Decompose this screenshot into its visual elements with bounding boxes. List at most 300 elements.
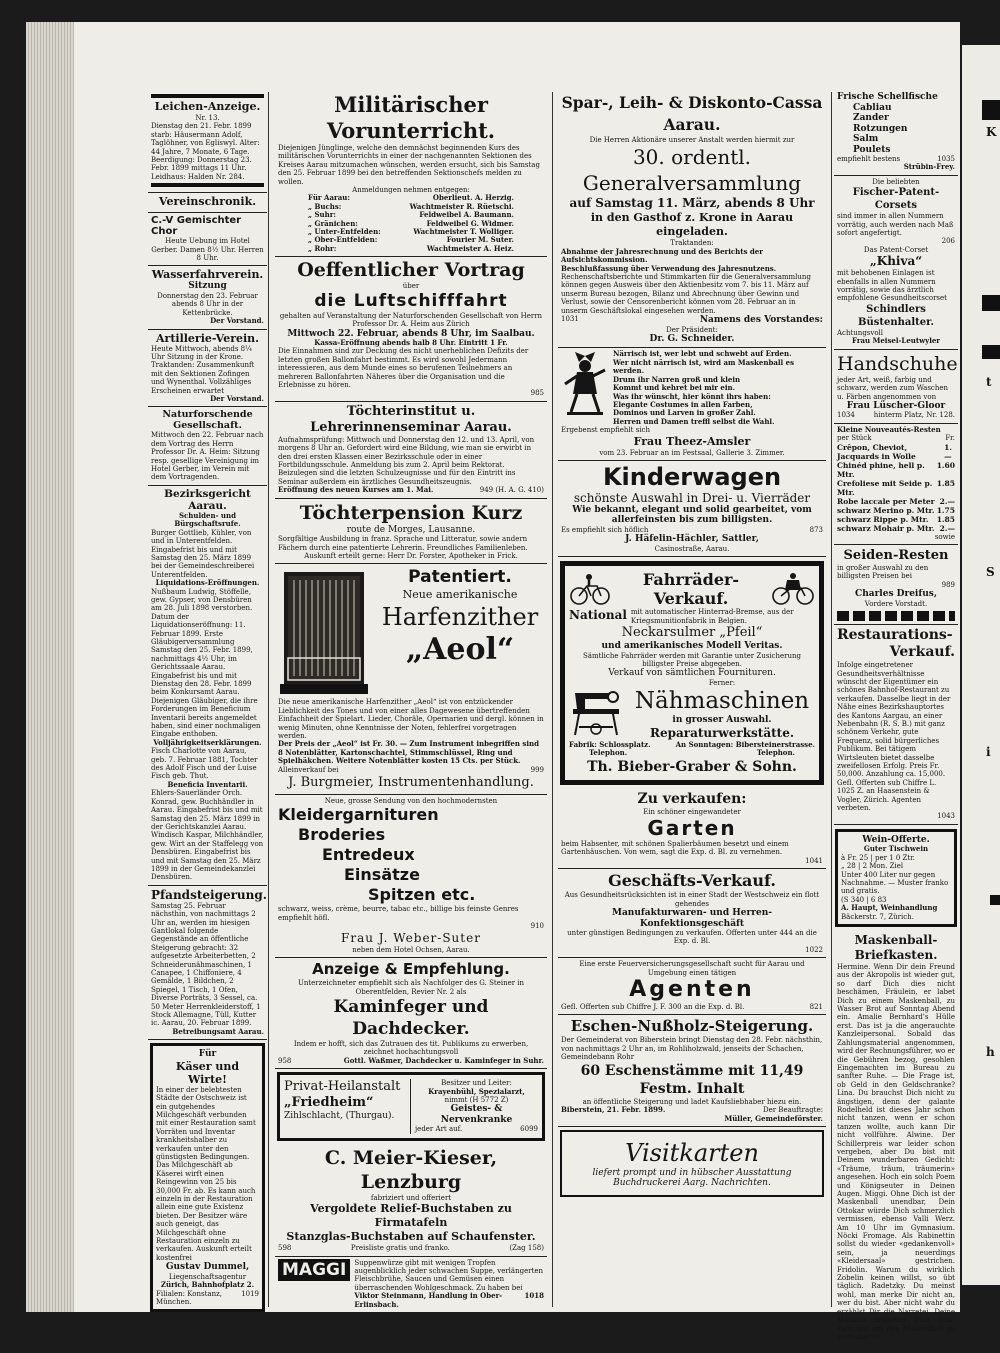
column-4 [834, 90, 958, 1341]
ad-item: Frische Schellfische [837, 92, 938, 102]
next-page-fragment: h [986, 1045, 995, 1059]
ad-text: Donnerstag den 23. Februar abends 8 Uhr in der Kettenbrücke. [157, 291, 258, 317]
ad-title: Leichen-Anzeige. [154, 100, 261, 113]
ad-subtitle: fabriziert und offeriert [370, 1193, 452, 1202]
ad-title: Bezirksgericht Aarau. [164, 487, 251, 512]
contact-place: „ Gränichen: [308, 218, 358, 228]
section-vereinschronik: Vereinschronik. [148, 193, 267, 213]
contact-person: Feldweibel A. Baumann. [419, 210, 514, 220]
ad-toechterinstitut [275, 402, 547, 499]
ad-header-row [569, 570, 815, 608]
ad-fahrraeder [560, 561, 824, 784]
ad-patent: Patentiert. [408, 567, 512, 588]
ad-text: Unter 400 Liter nur gegen Nachnahme. — Muster franko und gratis. [841, 870, 949, 896]
price-row [837, 479, 955, 497]
print-mark [982, 295, 1000, 311]
ad-footer [278, 1057, 544, 1065]
ad-title: Für [198, 1049, 217, 1060]
ad-headline: Nähmaschinen [634, 688, 810, 715]
ad-text: Samstag 25. Februar nächsthin, von nachmittags 2 Uhr an, werden im hiesigen Gantlokal folgende Gegenstände an öffentliche Steigerung gebracht: 32 aufgesetzte Arbeiterbetten, 2 Schneiderunähmaschinen, 1 Canapee, 1 Chiffoniere, 4 Gemälde, 1 Bildchen, 2 Spiegel, 1 Tisch, 1 Ofen, Diverse Porträts, 3 Sessel, ca. 50 Meter Herrenkleiderstoff, 1 Stock Allemagne, Tüll, Kutter ic. Aarau, 20. Februar 1899. [151, 901, 261, 1028]
ad-footer [837, 411, 955, 419]
ad-text: Es empfiehlt sich höflich [561, 525, 649, 534]
ad-subtitle: Sitzung [188, 281, 227, 292]
ad-title: Maskenball-Briefkasten. [854, 933, 938, 963]
contact-person: Wachtmeister R. Rüetschi. [409, 201, 514, 211]
price-row [837, 497, 955, 506]
ad-title: Privat-Heilanstalt [284, 1079, 401, 1095]
ad-text: liefert prompt und in hübscher Ausstattung [592, 1167, 792, 1178]
ad-corsets [834, 176, 958, 350]
ad-harfenzither [275, 564, 547, 795]
verse-line: Elegante Costumes in allen Farben, [613, 399, 753, 409]
ad-title: Töchterinstitut u. Lehrerinnenseminar Aarau. [310, 403, 512, 435]
ad-signature: Der Vorstand. [210, 394, 264, 404]
ad-chor [148, 213, 267, 266]
ad-item: Neckarsulmer „Pfeil“ [621, 625, 763, 641]
ad-garten [558, 789, 826, 870]
ad-title: „Friedheim“ [284, 1095, 374, 1111]
ad-subtitle: Ein schöner eingewandeter [643, 807, 741, 816]
ad-headline: 60 Eschenstämme mit 11,49 Festm. Inhalt [580, 1062, 804, 1097]
ad-footer [278, 766, 544, 774]
price-value: 1.60 [936, 460, 955, 470]
ad-item: Vergoldete Relief-Buchstaben zu Firmatafeln [310, 1202, 512, 1230]
ad-title: Harfenzither [381, 603, 539, 632]
ad-text: Geistes- & Nervenkranke [440, 1104, 513, 1125]
ad-subtitle: Volljährigkeitserklärungen. [153, 737, 262, 747]
ad-title: C. Meier-Kieser, Lenzburg [324, 1146, 498, 1193]
ad-number: 1041 [805, 856, 823, 865]
ad-text: jeder Art auf. [415, 1125, 463, 1134]
ad-text: Heute Mittwoch, abends 8¼ Uhr Sitzung in der Krone. Traktanden: Zusammenkunft mit den Sektionen Zofingen und Wynenthal. Vollzähliges Erscheinen erwartet [151, 344, 255, 395]
ad-text: Krayenbühl, Spezialarzt, [428, 1086, 525, 1096]
ad-item: Entredeux [322, 845, 415, 865]
price-item: Crêpon, Cheviot, Jacquards in Wolle [837, 442, 916, 461]
price-item: schwarz Rippe p. Mtr. [837, 514, 929, 524]
ad-item: Kleidergarnituren [278, 805, 439, 825]
next-page-fragment: S [986, 565, 995, 579]
ad-subtitle: Guter Tischwein [863, 844, 929, 854]
price-value: 1.85 [936, 478, 955, 488]
ad-text: Nußbaum Ludwig, Stöffelle, gew. Gypser, von Densbüren am 28. Juli 1898 verstorben. Datum der Liquidationseröffnung: 11. Februar 1899. Erste Gläubigerversammlung Samstag den 25. Febr. 1899, nachmittags 4½ Uhr, im Gerichtssaale Aarau. Eingabefrist bis und mit Dienstag den 28. Febr. 1899 beim Konkursamt Aarau. Diejenigen Gläubiger, die ihre Forderungen im Beneficium Inventarii bereits angemeldet haben, sind einer nochmaligen Eingabe enthoben. [151, 587, 261, 739]
ad-text: allerfeinsten bis zum billigsten. [611, 515, 773, 526]
ad-firm: Buchdruckerei Aarg. Nachrichten. [613, 1178, 771, 1189]
ad-firm: Viktor Steinmann, Handlung in Ober-Erlinsbach. [354, 1291, 503, 1309]
ad-text: Heute Uebung im Hotel Gerber. Damen 8½ Uhr. Herren 8 Uhr. [151, 237, 264, 263]
ad-text: Rechenschaftsberichte und Stimmkarten für die Generalversammlung können gegen Ausweis über den Aktienbesitz vom 7. bis 11. März auf unserm Bureau bezogen, Bilanz und Abrechnung über Gewinn und Verlust, sowie der Censorenbericht können vom 28. Februar an in unserm Geschäftslokal eingesehen werden. [561, 273, 811, 315]
ad-address: Vordere Vorstadt. [864, 599, 928, 608]
ad-text: empfiehlt bestens [837, 155, 901, 163]
ad-date: Biberstein, 21. Febr. 1899. [561, 1105, 666, 1115]
ad-intro: Die beliebten [872, 177, 920, 186]
ad-text: sowie [934, 532, 955, 541]
ad-text: Ehlers-Sauerländer Orch. Konrad, gew. Buchhändler in Aarau. Eingabefrist bis und mit Samstag den 25. März 1899 in der Gerichtskanzlei Aarau. Windisch Kaspar, Milchhändler, gew. Wirt an der Staffelegg von Densbüren. Eingabefrist bis und mit Samstag den 25. März 1899 in der Gemeindekanzlei Densbüren. [151, 789, 264, 882]
ad-title: Oeffentlicher Vortrag [297, 259, 525, 282]
ad-firm: Strübin-Frey. [903, 162, 955, 172]
contact-place: „ Buchs: [308, 201, 342, 211]
ad-number: 1043 [937, 812, 955, 821]
ad-seidenresten [834, 545, 958, 625]
ad-row [569, 608, 815, 625]
ad-where: in den Gasthof z. Krone in Aarau eingeladen. [590, 211, 794, 239]
ad-title: Töchterpension Kurz [299, 501, 523, 524]
next-page-fragment: i [986, 745, 991, 759]
ad-text: Aus Gesundheitsrücksichten ist in einer Stadt der Westschweiz ein flott gehendes [564, 891, 820, 908]
ad-subtitle: Schulden- und Bürgschaftsrufe. [174, 510, 241, 529]
ad-footer [561, 315, 823, 326]
ad-text: In einer der belebtesten Städte der Ostschweiz ist ein gutgehendes Milchgeschäft verbunden mit einer Restauration samt Vorräten und Inventar krankheitshalber zu verkaufen unter den günstigsten Bedingungen. Das Milchgeschäft ab Käserei wirft einen Reingewinn von 25 bis 30,000 Fr. ab. Es kann auch einzeln in der Restauration allein eine gute Existenz bieten. Der Besitzer wäre auch geneigt, das Milchgeschäft ohne Restauration einzeln zu verkaufen. Auskunft erteilt kostenfrei [156, 1085, 256, 1262]
ad-signature: Der Vorstand. [210, 316, 264, 326]
ad-title: Geschäfts-Verkauf. [608, 871, 776, 891]
ad-number: (S 340 | 6 83 [841, 895, 887, 904]
verse-line: Was ihr wünscht, hier könnt ihrs haben: [613, 391, 771, 401]
ad-number: 949 (H. A. G. 410) [479, 486, 544, 495]
ad-text: in großer Auswahl zu den billigsten Preisen bei [837, 564, 929, 581]
ad-headline: 30. ordentl. Generalversammlung [582, 145, 802, 196]
ad-leichen [148, 90, 267, 193]
ad-text: gehalten auf Veranstaltung der Naturforschenden Gesellschaft von Herrn Professor Dr. A. Heim aus Zürich [279, 311, 543, 329]
ad-address: hinterm Platz, Nr. 128. [873, 411, 955, 420]
ad-number: 873 [809, 525, 823, 534]
ad-title: Fischer-Patent-Corsets [852, 187, 940, 212]
price-row [837, 461, 955, 479]
ad-agenda-item: Abnahme der Jahresrechnung und des Berichts der Aufsichtskommission. [561, 246, 763, 265]
ad-contact: Auskunft erteilt gerne: Herr Dr. Forster, Apotheker in Frick. [304, 552, 518, 560]
ad-text: Besitzer und Leiter: [441, 1079, 512, 1088]
ad-text: beim Habsenter, mit schönen Spalierbäumen besetzt und einem Gartenhäuschen. Von wem, sagt die Exp. d. Bl. zu vernehmen. [561, 840, 789, 857]
ad-title: Spar-, Leih- & Diskonto-Cassa Aarau. [561, 93, 823, 134]
ad-text: Dienstag den 21. Febr. 1899 starb: Häusermann Adolf, Taglöhner, von Egliswyl. Alter: 44 Jahre, 7 Monate, 6 Tage. Beerdigung: Donnerstag 23. Febr. 1899 mittags 11 Uhr. Leidhaus: Halden Nr. 284. [151, 122, 260, 181]
ad-agenda-item: Beschlußfassung über Verwendung des Jahresnutzens. [561, 263, 777, 273]
price-list [837, 443, 955, 533]
ad-text: in grosser Auswahl. [672, 715, 772, 726]
column-divider [831, 92, 832, 1307]
ad-title: Naturforschende Gesellschaft. [162, 409, 253, 432]
newspaper-page [74, 22, 960, 1341]
ad-signature: Dr. G. Schneider. [649, 333, 735, 344]
ad-product: Schindlers Büstenhalter. [858, 303, 934, 328]
ad-text: Wie bekannt, elegant und solid gearbeitet, vom [572, 504, 812, 515]
ad-row [569, 679, 815, 741]
ad-item: Cabliau [853, 102, 892, 113]
ad-item: und amerikanisches Modell Veritas. [601, 641, 783, 652]
ad-fisch [834, 90, 958, 176]
ad-number: 1031 [561, 315, 579, 324]
ad-title: Fahrräder- [642, 570, 740, 590]
ad-visitkarten [560, 1130, 824, 1197]
ad-intro: Neue, grosse Sendung von den hochmodernsten [324, 797, 498, 806]
ad-signature: Müller, Gemeindeförster. [724, 1113, 823, 1123]
jester-illustration [561, 350, 609, 418]
ad-title: Verkauf. [653, 589, 729, 609]
ad-headline: Agenten [629, 977, 755, 1003]
ad-number: 206 [941, 237, 955, 246]
ad-text: Verkauf von sämtlichen Fournituren. [608, 668, 776, 679]
ad-text: Die neue amerikanische Harfenzither „Aeol“ ist von entzückender Lieblichkeit des Tones und von einer alles Dagewesene übertreffenden Einfachheit der Spielart. Lieder, Choräle, Opernarien und dergl. können in wenig Minuten, ohne Kenntnisse der Noten, fehlerfrei vorgetragen werden. [278, 698, 544, 741]
ad-firm: Th. Bieber-Graber & Sohn. [587, 758, 797, 775]
ad-opening: Eröffnung des neuen Kurses am 1. Mai. [278, 485, 434, 495]
ad-agenten [558, 958, 826, 1015]
ad-when: Mittwoch 22. Februar, abends 8 Uhr, im Saalbau. [287, 328, 535, 339]
price-value: 2.— [939, 523, 955, 533]
contact-place: „ Rohr: [308, 243, 337, 253]
price-row [837, 524, 955, 533]
ad-number: 598 [278, 1244, 292, 1253]
ad-item: Stanzglas-Buchstaben auf Schaufenster. [286, 1230, 536, 1244]
ad-number: 1018 [524, 1291, 544, 1301]
price-value: 2.— [939, 496, 955, 506]
ad-number: 1019 [241, 1289, 259, 1298]
ad-headline: Garten [647, 816, 737, 840]
ad-firm: Frau Lüscher-Gloor [846, 400, 946, 411]
ad-number: (Zag 158) [509, 1244, 544, 1253]
ad-text: Das Patent-Corset [863, 245, 929, 254]
contact-place: „ Unter-Entfelden: [308, 227, 381, 237]
ad-wasserfahr [148, 266, 267, 329]
ad-title: Restaurations- [837, 627, 953, 644]
print-mark [982, 100, 1000, 120]
ad-subtitle: Traktanden: [670, 239, 714, 248]
ad-item: Broderies [298, 825, 386, 845]
ad-number: 1035 [937, 155, 955, 163]
ad-title: Visitkarten [625, 1138, 759, 1167]
ad-text: per Stück [837, 434, 872, 443]
ad-bezirksgericht [148, 486, 267, 886]
ad-signature: Gustav Dummel, [165, 1262, 250, 1273]
ad-wein [835, 829, 957, 927]
ad-right [415, 1079, 538, 1134]
price-item: schwarz Merino p. Mtr. [837, 505, 935, 515]
ad-text: Ferner: [708, 678, 736, 687]
ad-subtitle: Beneficia Inventarii. [167, 779, 248, 789]
ad-signature: Achtungsvoll [837, 328, 884, 337]
ad-title: Handschuhe [837, 352, 958, 375]
ad-header-text [376, 566, 544, 698]
column-3 [558, 90, 826, 1302]
ad-text: an öffentliche Steigerung und ladet Kaufsliebhaber hiezu ein. [582, 1097, 802, 1106]
ad-firm: Frau J. Weber-Suter [341, 930, 481, 945]
ad-kinderwagen [558, 461, 826, 557]
ad-number: Nr. 13. [195, 114, 220, 122]
ad-footer [354, 1292, 544, 1309]
ad-title: Militärischer Vorunterricht. [326, 92, 496, 143]
ad-maskenball-briefkasten [834, 931, 958, 1344]
ad-geschaeftsverkauf [558, 869, 826, 958]
ad-brand: National [569, 608, 627, 623]
ad-topic: die Luftschifffahrt [314, 290, 508, 311]
ad-title: Artillerie-Verein. [155, 331, 259, 345]
ad-price: „ 28 | 2 Mon. Ziel [841, 862, 904, 871]
ad-when: auf Samstag 11. März, abends 8 Uhr [569, 196, 815, 211]
ad-title: Anzeige & Empfehlung. [312, 960, 510, 979]
ad-number: 985 [530, 389, 544, 398]
price-row [837, 506, 955, 515]
ad-price: à Fr. 25 | per 1 0 Ztr. [841, 853, 916, 862]
sewing-machine-icon [569, 683, 623, 737]
ad-number: 999 [530, 765, 544, 774]
ad-title: Wein-Offerte. [862, 834, 930, 845]
ad-body [629, 679, 815, 741]
rule [151, 183, 264, 187]
ad-text: Alleinverkauf bei [278, 765, 339, 774]
ad-title: C.-V Gemischter Chor [151, 215, 242, 238]
ad-kasse: Kassa-Eröffnung abends halb 8 Uhr. Eintritt 1 Fr. [314, 338, 508, 347]
ad-address: Fabrik: Schlossplatz. [569, 739, 651, 749]
ad-kaminfeger [275, 958, 547, 1069]
ad-footer [415, 1125, 538, 1133]
contact-person: Fourier M. Suter. [446, 235, 514, 245]
ad-text: Infolge eingetretener Gesundheitsverhältnisse wünscht der Eigentümer ein schönes Bahnhof-Restaurant zu verkaufen. Dasselbe liegt in der Nähe eines Bezirkshauptortes des Kantons Aargau, an einer Nebenbahn (R. S. B.) mit ganz schönem Verkehr, gute Frequenz, solid bürgerliches Publikum. Bei tätigem Wirtsleuten bietet dasselbe zweifellosen Erfolg. Preis Fr. 50,000. Anzahlung ca. 15,000. Gefl. Offerten sub Chiffre L. 1025 Z. an Haasenstein & Vogler, Zürich. Agenten verbeten. [837, 661, 951, 813]
ad-text: Gefl. Offerten sub Chiffre J. F. 300 an die Exp. d. Bl. [561, 1003, 745, 1012]
ad-firm: Frau Theez-Amsler [633, 434, 751, 448]
ad-firm: Frau Meisel-Leutwyler [851, 336, 940, 346]
ad-title: Seiden-Resten [843, 548, 949, 564]
ad-currency: Fr. [945, 434, 955, 443]
rule [151, 94, 264, 98]
ad-header-row [278, 566, 544, 698]
ad-text: über [402, 282, 420, 291]
print-mark [990, 895, 1000, 905]
ad-item: Rotzungen [853, 123, 908, 134]
ad-text: Preisliste gratis und franko. [350, 1244, 450, 1253]
ad-text: Unterzeichneter empfiehlt sich als Nachfolger des G. Steiner in Oberentfelden, Revier Nr. 2 als [297, 979, 525, 996]
column-divider [268, 92, 269, 1307]
ad-footer [278, 486, 544, 494]
ad-kleider [275, 795, 547, 958]
ad-signature: Gottl. Waßmer, Dachdecker u. Kaminfeger in Suhr. [343, 1055, 544, 1065]
ad-title: Kleine Nouveautés-Resten [837, 424, 941, 434]
ad-text: mit behobenen Einlagen ist ebenfalls in allen Nummern vorrätig, sowie das ärztlich empfohlene Gesundheitscorset [837, 269, 947, 303]
ad-title: „Aeol“ [405, 632, 515, 668]
next-page-edge [962, 45, 1000, 1285]
ad-address: Casinostraße, Aarau. [654, 544, 730, 553]
ad-footer [561, 1003, 823, 1011]
ad-address: An Sonntagen: Bibersteinerstrasse. [675, 739, 815, 749]
verse-line: Dominos und Larven in großer Zahl. [613, 408, 756, 418]
ad-title: Kinderwagen [602, 462, 782, 491]
ad-signature: Betreibungsamt Aarau. [172, 1026, 264, 1036]
ad-title: Verkauf. [889, 644, 955, 661]
ad-item: Einsätze [344, 865, 420, 885]
ad-number: 6099 [520, 1125, 538, 1134]
ad-nouveautes [834, 424, 958, 545]
zither-illustration [278, 566, 370, 698]
ad-branches: Filialen: Konstanz, München. [156, 1289, 222, 1306]
ad-item: Salm [853, 134, 879, 144]
ad-maskenkostueme [558, 348, 826, 460]
decorative-border [837, 611, 955, 621]
ad-signature: Der Beauftragte: [762, 1106, 823, 1115]
price-row [837, 515, 955, 524]
ad-title: Wasserfahrverein. [151, 268, 264, 282]
contact-person: Oberlieut. A. Herzig. [432, 193, 514, 203]
ad-price: Der Preis der „Aeol“ ist Fr. 30. — Zum Instrument inbegriffen sind 8 Notenblätter, Kartonschachtel, Stimmschlüssel, Ring und Spielhäkchen. Weitere Notenblätter kosten 15 Cts. per Stück. [278, 739, 539, 766]
ad-telephone: Telephon. [756, 748, 795, 758]
maggi-logo: MAGGI [278, 1259, 350, 1281]
ad-number: 989 [941, 580, 955, 589]
ad-text: Reparaturwerkstätte. [649, 725, 795, 740]
price-item: Robe laccale per Meter [837, 496, 935, 506]
verse-line: Herren und Damen treffl selbst die Wahl. [613, 416, 775, 426]
ad-text: sind immer in allen Nummern vorrätig, auch werden nach Maß sofort angefertigt. [837, 212, 954, 238]
ad-sparcassa [558, 90, 826, 348]
ad-signature: Zürich, Bahnhofplatz 2. [160, 1280, 255, 1290]
ad-artillerie [148, 330, 267, 408]
ad-address: Bäckerstr. 7, Zürich. [841, 912, 914, 921]
ad-text: Fisch Charlotte von Aarau, geb. 7. Februar 1881, Tochter des Adolf Fisch und der Luise Fisch geb. Thut. [151, 747, 258, 781]
print-mark [982, 345, 1000, 359]
ad-title: Zu verkaufen: [637, 790, 747, 807]
ad-text: Burger Gottlieb, Kühler, von und in Unterentfelden. Eingabefrist bis und mit Samstag den 25. März 1899 bei der Gemeindeschreiberei Unterentfelden. [151, 528, 255, 579]
contact-row [278, 245, 544, 253]
ad-text: nimmt (H 5772 Z) [444, 1095, 509, 1104]
contact-list [278, 194, 544, 253]
ad-telephone: Telephon. [589, 748, 628, 758]
ad-title: Pfandsteigerung. [151, 887, 267, 902]
ad-text: Aufnahmsprüfung: Mittwoch und Donnerstag den 12. und 13. April, von morgens 8 Uhr an. Gefordert wird eine Bildung, wie man sie erwirbt in den drei ersten Klassen einer Bezirksschule oder in einer Fortbildungsschule. Anmeldung bis zum 2. April beim Rektorat. Beizulegen sind die letzten Schulzeugnisse und für den Eintritt ins Seminar außerdem ein ärztliches Gesundheitszeugnis. [278, 435, 535, 486]
ad-headline: Kaminfeger und Dachdecker. [333, 996, 489, 1039]
ad-subtitle: Anmeldungen nehmen entgegen: [352, 186, 470, 195]
ad-telephones [569, 749, 815, 757]
ad-text: jeder Art, weiß, farbig und schwarz, werden zum Waschen u. Färben angenommen von [837, 375, 948, 401]
next-page-fragment: K [986, 125, 997, 139]
ad-text: Indem er hofft, sich das Zutrauen des tit. Publikums zu erwerben, zeichnet hochachtungsvoll [293, 1039, 529, 1057]
ad-firm: Charles Dreifus, [855, 589, 937, 600]
ad-text: Eine erste Feuerversicherungsgesellschaft sucht für Aarau und Umgebung einen tätigen [579, 960, 805, 977]
ad-subtitle: Neue amerikanische [402, 588, 518, 602]
price-row [837, 443, 955, 461]
column-1 [148, 90, 267, 1306]
ad-text: Suppenwürze gibt mit wenigen Tropfen augenblicklich jeder schwachen Suppe, verlängerten Fleischbrühe, Saucen und Gemüsen einen überraschenden Wohlgeschmack. Zu haben bei [354, 1258, 544, 1292]
ad-maggi [275, 1257, 547, 1312]
ad-address: vom 23. Februar an im Festsaal, Gallerie 3. Zimmer. [599, 448, 785, 457]
ad-meier-kieser [275, 1144, 547, 1257]
contact-place: „ Suhr: [308, 210, 336, 220]
price-value: 1.75 [936, 505, 955, 515]
ad-row [561, 350, 823, 426]
ad-naturforschende [148, 407, 267, 485]
ad-item: Poulets [853, 144, 891, 155]
ad-number: 910 [530, 922, 544, 931]
ad-signature: Namens des Vorstandes: [699, 315, 823, 326]
ad-militaer [275, 90, 547, 257]
ad-subtitle: Liquidations-Eröffnungen. [155, 578, 260, 588]
ad-firm: J. Häfelin-Hächler, Sattler, [625, 534, 759, 545]
ad-route: route de Morges, Lausanne. [346, 524, 476, 535]
ad-eschen [558, 1015, 826, 1126]
ad-product: „Khiva“ [869, 254, 923, 269]
ad-signature: Liegenschaftsagentur [168, 1272, 247, 1281]
ad-text: Sämtliche Fahrräder werden mit Garantie unter Zusicherung billigster Preise abgegeben. [583, 651, 801, 668]
ad-text: Diejenigen Jünglinge, welche den demnächst beginnenden Kurs des militärischen Vorunterrichts in einer der nachgenannten Sektionen des Kreises Aarau mitzumachen wünschen, werden ersucht, sich bis Samstag den 25. Februar 1899 bei den betreffenden Sektionschefs melden zu wollen. [278, 144, 540, 186]
price-item: schwarz Mohair p. Mtr. [837, 523, 935, 533]
bicycle-lady-icon [771, 572, 815, 606]
column-2 [275, 90, 547, 1309]
ad-subheader [837, 434, 955, 442]
price-value: 1.85 [936, 514, 955, 524]
ad-item: Zander [853, 113, 889, 123]
next-page-fragment: t [986, 375, 992, 389]
ad-left [284, 1079, 411, 1134]
ad-text: schwarz, weiss, crème, beurre, tabac etc., billige bis feinste Genres empfiehlt höfl. [278, 905, 519, 922]
ad-item: Spitzen etc. [368, 885, 476, 905]
ad-location: Zihlschlacht, (Thurgau). [284, 1111, 395, 1122]
ad-pfandsteigerung [148, 886, 267, 1041]
ad-restaurationsverkauf [834, 625, 958, 825]
ad-number: 958 [278, 1056, 292, 1065]
ad-handschuhe [834, 350, 958, 424]
contact-place: Für Aarau: [308, 193, 350, 203]
